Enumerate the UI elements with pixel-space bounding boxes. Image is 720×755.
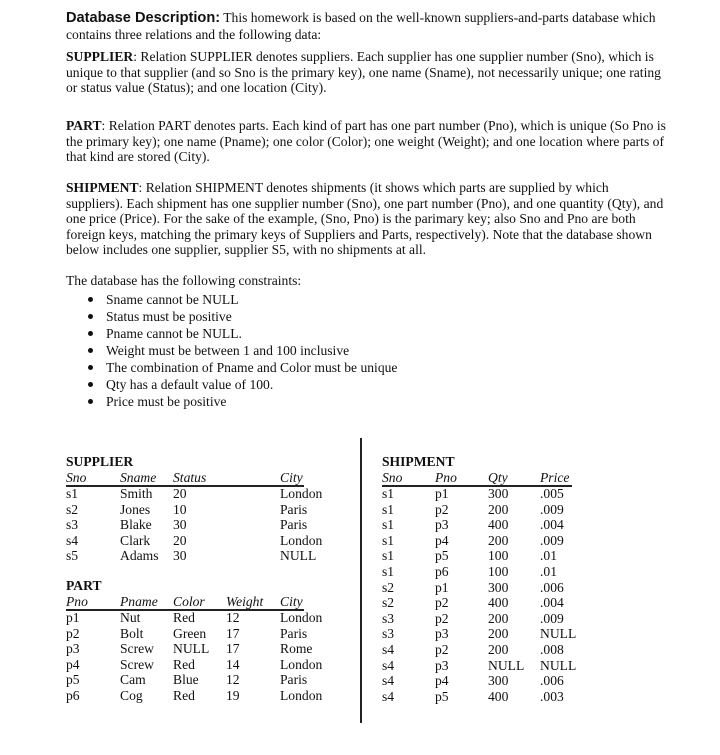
table-cell: .01	[540, 548, 557, 564]
table-cell: .009	[540, 610, 564, 626]
table-cell: 300	[488, 486, 509, 501]
column-header: Weight	[226, 594, 264, 609]
table-cell: s1	[382, 532, 395, 548]
table-cell: NULL	[540, 626, 577, 642]
table-cell: s1	[382, 564, 395, 579]
table-cell: Screw	[120, 641, 154, 657]
table-cell: Paris	[280, 501, 308, 517]
table-cell: 400	[488, 517, 509, 533]
column-header: Qty	[488, 470, 508, 485]
table-cell: .008	[540, 642, 564, 657]
column-header: Pno	[435, 470, 457, 485]
table-cell: 200	[488, 501, 509, 517]
table-cell: 20	[173, 532, 187, 548]
table-cell: London	[280, 486, 323, 501]
table-cell: 12	[226, 672, 240, 688]
table-cell: .01	[540, 564, 557, 579]
intro-title: Database Description:	[66, 10, 221, 26]
table-cell: NULL	[173, 641, 210, 657]
constraint-item: Price must be positive	[66, 393, 666, 410]
table-cell: p4	[435, 673, 449, 689]
column-header: Sno	[66, 470, 87, 485]
table-cell: 100	[488, 548, 509, 564]
table-cell: 14	[226, 656, 240, 672]
table-cell: s1	[382, 548, 395, 564]
column-header: Pno	[66, 594, 88, 609]
table-cell: s1	[382, 517, 395, 533]
table-cell: Cam	[120, 672, 146, 688]
table-cell: .006	[540, 673, 564, 689]
constraint-item: Pname cannot be NULL.	[66, 325, 666, 342]
table-cell: p6	[435, 564, 449, 579]
table-cell: 400	[488, 688, 509, 704]
part-table-title: PART	[66, 578, 102, 593]
table-cell: .004	[540, 517, 564, 533]
supplier-text: : Relation SUPPLIER denotes suppliers. Each supplier has one supplier number (Sno), which is unique to that supplier (and so Sno is the primary key), one name (Sname), not necessarily unique; one rating or status value (Status); and one location (City).	[66, 49, 661, 96]
table-cell: s4	[66, 532, 79, 548]
constraint-item: Qty has a default value of 100.	[66, 376, 666, 393]
constraint-item: The combination of Pname and Color must be unique	[66, 359, 666, 376]
table-cell: s4	[382, 673, 395, 689]
table-cell: p3	[435, 626, 449, 642]
column-divider	[360, 438, 362, 723]
table-cell: p3	[66, 641, 80, 657]
table-cell: s1	[382, 486, 395, 501]
column-header: City	[280, 594, 303, 609]
table-cell: .004	[540, 595, 564, 611]
table-cell: Paris	[280, 517, 308, 533]
table-cell: 200	[488, 626, 509, 642]
table-cell: p2	[435, 610, 449, 626]
table-cell: .009	[540, 532, 564, 548]
table-cell: London	[280, 610, 323, 625]
table-cell: 30	[173, 517, 187, 533]
table-cell: Jones	[120, 501, 151, 517]
column-header: Price	[540, 470, 570, 485]
table-cell: 10	[173, 501, 187, 517]
table-cell: p1	[66, 610, 80, 625]
constraint-item: Weight must be between 1 and 100 inclusive	[66, 342, 666, 359]
table-cell: London	[280, 688, 323, 703]
shipment-text: : Relation SHIPMENT denotes shipments (it shows which parts are supplied by which suppliers). Each shipment has one supplier number (Sno), one part number (Pno), and one quantity (Qty), and one price (Price). For the sake of the example, (Sno, Pno) is the parimary key; also Sno and Pno are both foreign keys, matching the primary keys of Suppliers and Parts, respectively). Note that the database shown below includes one supplier, supplier S5, with no shipments at all.	[66, 180, 664, 258]
table-cell: 200	[488, 642, 509, 657]
table-cell: p6	[66, 688, 80, 703]
shipment-term: SHIPMENT	[66, 180, 139, 195]
table-cell: s4	[382, 642, 395, 657]
table-cell: 100	[488, 564, 509, 579]
table-cell: p1	[435, 579, 449, 595]
table-cell: NULL	[280, 548, 317, 564]
supplier-description	[66, 49, 666, 96]
table-cell: NULL	[540, 657, 577, 673]
table-cell: 12	[226, 610, 240, 625]
table-cell: p3	[435, 657, 449, 673]
table-cell: London	[280, 656, 323, 672]
column-header: Pname	[120, 594, 158, 609]
table-cell: Rome	[280, 641, 313, 657]
table-cell: .003	[540, 688, 564, 704]
supplier-table-title: SUPPLIER	[66, 454, 134, 469]
table-cell: Cog	[120, 688, 143, 703]
table-cell: p4	[66, 656, 80, 672]
constraints-section	[66, 273, 666, 410]
table-cell: p3	[435, 517, 449, 533]
table-cell: Nut	[120, 610, 141, 625]
table-cell: s3	[66, 517, 79, 533]
table-cell: 400	[488, 595, 509, 611]
table-cell: Green	[173, 625, 207, 641]
table-cell: s2	[382, 579, 395, 595]
table-cell: London	[280, 532, 323, 548]
table-cell: 17	[226, 641, 240, 657]
supplier-term: SUPPLIER	[66, 49, 134, 64]
column-header: Color	[173, 594, 205, 609]
intro-paragraph	[66, 10, 666, 42]
table-cell: Blue	[173, 672, 199, 688]
column-header: Sno	[382, 470, 403, 485]
table-cell: s3	[382, 626, 395, 642]
table-cell: 19	[226, 688, 240, 703]
constraint-item: Status must be positive	[66, 308, 666, 325]
table-cell: p5	[435, 548, 449, 564]
constraint-item: Sname cannot be NULL	[66, 291, 666, 308]
table-cell: Clark	[120, 532, 151, 548]
constraints-intro: The database has the following constraints:	[66, 273, 302, 288]
table-cell: 30	[173, 548, 187, 564]
table-cell: Blake	[120, 517, 152, 533]
table-cell: s2	[66, 501, 79, 517]
table-cell: s3	[382, 610, 395, 626]
table-cell: 300	[488, 673, 509, 689]
table-cell: Red	[173, 688, 195, 703]
table-cell: s1	[382, 501, 395, 517]
table-cell: p1	[435, 486, 449, 501]
table-cell: 17	[226, 625, 240, 641]
table-cell: p2	[66, 625, 80, 641]
table-cell: 20	[173, 486, 187, 501]
column-header: City	[280, 470, 303, 485]
table-cell: s4	[382, 657, 395, 673]
table-cell: s1	[66, 486, 79, 501]
table-cell: s4	[382, 688, 395, 704]
table-cell: 300	[488, 579, 509, 595]
table-cell: p5	[435, 688, 449, 704]
part-description	[66, 118, 666, 165]
column-header: Status	[173, 470, 207, 485]
table-cell: p2	[435, 501, 449, 517]
table-cell: .005	[540, 486, 564, 501]
shipment-description	[66, 180, 666, 258]
table-cell: Paris	[280, 625, 308, 641]
table-cell: Screw	[120, 656, 154, 672]
table-cell: Paris	[280, 672, 308, 688]
table-cell: 200	[488, 610, 509, 626]
table-cell: 200	[488, 532, 509, 548]
constraints-list	[66, 291, 666, 410]
table-cell: p4	[435, 532, 449, 548]
table-cell: .006	[540, 579, 564, 595]
table-cell: Bolt	[120, 625, 144, 641]
table-cell: .009	[540, 501, 564, 517]
part-text: : Relation PART denotes parts. Each kind of part has one part number (Pno), which is unique (So Pno is the primary key); one name (Pname); one color (Color); one weight (Weight); and one location where parts of that kind are stored (City).	[66, 118, 666, 165]
table-cell: s2	[382, 595, 395, 611]
table-cell: p2	[435, 642, 449, 657]
column-header: Sname	[120, 470, 157, 485]
table-cell: Red	[173, 610, 195, 625]
table-cell: p5	[66, 672, 80, 688]
table-cell: Smith	[120, 486, 153, 501]
table-cell: Red	[173, 656, 195, 672]
table-cell: p2	[435, 595, 449, 611]
table-cell: NULL	[488, 657, 525, 673]
part-term: PART	[66, 118, 102, 133]
shipment-table-title: SHIPMENT	[382, 454, 455, 469]
table-cell: s5	[66, 548, 79, 564]
intro-text: This homework is based on the well-known suppliers-and-parts database which contains three relations and the following data:	[66, 10, 656, 42]
table-cell: Adams	[120, 548, 159, 564]
